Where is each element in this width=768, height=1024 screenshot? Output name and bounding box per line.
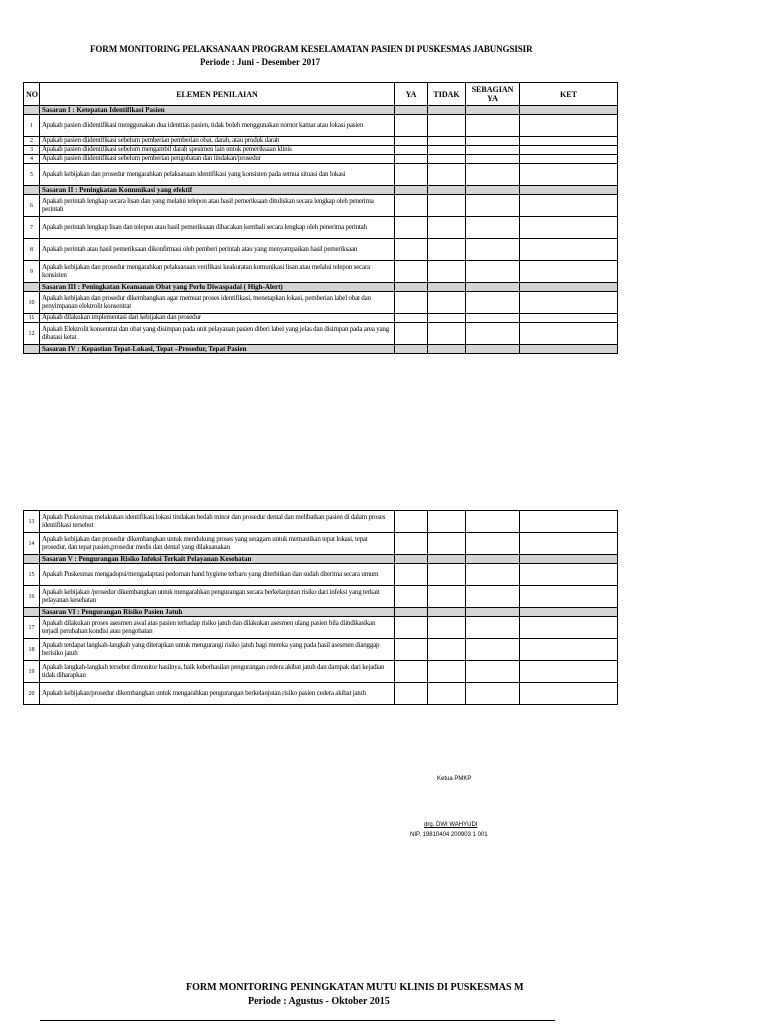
tidak-cell[interactable] xyxy=(428,146,466,155)
row-number: 12 xyxy=(24,323,40,345)
ya-cell[interactable] xyxy=(395,586,428,608)
table-row xyxy=(24,146,618,155)
row-number: 11 xyxy=(24,314,40,323)
row-number: 15 xyxy=(24,564,40,586)
ket-cell[interactable] xyxy=(520,511,618,533)
ya-cell[interactable] xyxy=(395,217,428,239)
tidak-cell[interactable] xyxy=(428,195,466,217)
row-number: 7 xyxy=(24,217,40,239)
section-title: Sasaran II : Peningkatan Komunikasi yang efektif xyxy=(40,186,395,195)
section-row xyxy=(24,186,618,195)
ket-cell[interactable] xyxy=(520,323,618,345)
section-blank-cell xyxy=(395,186,428,195)
section-row xyxy=(24,608,618,617)
section-title: Sasaran III : Peningkatan Keamanan Obat yang Perlu Diwaspadai ( High-Alert) xyxy=(40,283,395,292)
section-title: Sasaran I : Ketepatan Identifikasi Pasien xyxy=(40,106,395,115)
table-row xyxy=(24,617,618,639)
header-elemen: ELEMEN PENILAIAN xyxy=(40,83,395,106)
tidak-cell[interactable] xyxy=(428,683,466,705)
sebagian-cell[interactable] xyxy=(466,617,520,639)
ya-cell[interactable] xyxy=(395,617,428,639)
tidak-cell[interactable] xyxy=(428,217,466,239)
section-blank-cell xyxy=(520,283,618,292)
row-number: 2 xyxy=(24,137,40,146)
sebagian-cell[interactable] xyxy=(466,217,520,239)
ya-cell[interactable] xyxy=(395,323,428,345)
ket-cell[interactable] xyxy=(520,586,618,608)
table-row xyxy=(24,217,618,239)
row-number: 9 xyxy=(24,261,40,283)
form-title: FORM MONITORING PELAKSANAAN PROGRAM KESELAMATAN PASIEN DI PUSKESMAS JABUNGSISIR xyxy=(90,44,533,54)
ket-cell[interactable] xyxy=(520,683,618,705)
table-row xyxy=(24,195,618,217)
table-row xyxy=(24,639,618,661)
section-title: Sasaran IV : Kepastian Tepat-Lokasi, Tepat –Prosedur, Tepat Pasien xyxy=(40,345,395,354)
ya-cell[interactable] xyxy=(395,292,428,314)
table-row xyxy=(24,137,618,146)
assessment-question: Apakah dilakukan implementasi dari kebijakan dan prosedur xyxy=(40,314,395,323)
tidak-cell[interactable] xyxy=(428,661,466,683)
tidak-cell[interactable] xyxy=(428,239,466,261)
table-row xyxy=(24,533,618,555)
assessment-question: Apakah dilakukan proses asesmen awal atas pasien terhadap risiko jatuh dan dilakukan asesmen ulang pasien bila diindikasikan terjadi perubahan kondisi atau pengobatan xyxy=(40,617,395,639)
section-blank-cell xyxy=(428,555,466,564)
section-row xyxy=(24,345,618,354)
ya-cell[interactable] xyxy=(395,661,428,683)
ket-cell[interactable] xyxy=(520,533,618,555)
section-blank-cell xyxy=(428,283,466,292)
tidak-cell[interactable] xyxy=(428,511,466,533)
ya-cell[interactable] xyxy=(395,564,428,586)
ya-cell[interactable] xyxy=(395,155,428,164)
section-no-cell xyxy=(24,345,40,354)
ya-cell[interactable] xyxy=(395,511,428,533)
section-blank-cell xyxy=(395,345,428,354)
section-blank-cell xyxy=(428,106,466,115)
header-tidak: TIDAK xyxy=(428,83,466,106)
table-row xyxy=(24,314,618,323)
ket-cell[interactable] xyxy=(520,617,618,639)
ya-cell[interactable] xyxy=(395,239,428,261)
ket-cell[interactable] xyxy=(520,137,618,146)
ya-cell[interactable] xyxy=(395,261,428,283)
ket-cell[interactable] xyxy=(520,164,618,186)
ket-cell[interactable] xyxy=(520,661,618,683)
section-blank-cell xyxy=(395,608,428,617)
tidak-cell[interactable] xyxy=(428,137,466,146)
ya-cell[interactable] xyxy=(395,683,428,705)
assessment-question: Apakah perintah atau hasil pemeriksaan dikonfirmasi oleh pemberi perintah atau yang menyampaikan hasil pemeriksaan xyxy=(40,239,395,261)
ket-cell[interactable] xyxy=(520,639,618,661)
ket-cell[interactable] xyxy=(520,314,618,323)
sebagian-cell[interactable] xyxy=(466,661,520,683)
table-body-2 xyxy=(24,511,618,705)
sebagian-cell[interactable] xyxy=(466,314,520,323)
signature-role: Ketua PMKP xyxy=(437,776,472,782)
tidak-cell[interactable] xyxy=(428,155,466,164)
ya-cell[interactable] xyxy=(395,146,428,155)
sebagian-cell[interactable] xyxy=(466,511,520,533)
assessment-question: Apakah kebijakan dan prosedur mengarahkan pelaksanaan verifikasi keakuratan komunikasi lisan atau melalui telepon secara konsisten xyxy=(40,261,395,283)
assessment-question: Apakah perintah lengkap lisan dan telepon atau hasil pemeriksaan dibacakan kembali secara lengkap oleh penerima perintah xyxy=(40,217,395,239)
section-no-cell xyxy=(24,106,40,115)
section-blank-cell xyxy=(466,283,520,292)
form-period: Periode : Juni - Desember 2017 xyxy=(200,57,321,67)
section-blank-cell xyxy=(520,608,618,617)
assessment-question: Apakah pasien diidentifikasi sebelum mengambil darah spesimen lain untuk pemeriksaan klinis xyxy=(40,146,395,155)
section-blank-cell xyxy=(395,283,428,292)
section-title: Sasaran VI : Pengurangan Risiko Pasien Jatuh xyxy=(40,608,395,617)
tidak-cell[interactable] xyxy=(428,314,466,323)
ya-cell[interactable] xyxy=(395,314,428,323)
sebagian-cell[interactable] xyxy=(466,586,520,608)
section-blank-cell xyxy=(466,608,520,617)
row-number: 3 xyxy=(24,146,40,155)
sebagian-cell[interactable] xyxy=(466,533,520,555)
section-blank-cell xyxy=(395,106,428,115)
section-row xyxy=(24,106,618,115)
ya-cell[interactable] xyxy=(395,137,428,146)
sebagian-cell[interactable] xyxy=(466,323,520,345)
assessment-question: Apakah kebijakan dan prosedur dikembangkan agar memuat proses identifikasi, menetapkan lokasi, pemberian label obat dan penyimpanan elektrolit konsentrat xyxy=(40,292,395,314)
section-blank-cell xyxy=(395,555,428,564)
sebagian-cell[interactable] xyxy=(466,146,520,155)
table-row xyxy=(24,261,618,283)
sebagian-cell[interactable] xyxy=(466,683,520,705)
section-blank-cell xyxy=(466,555,520,564)
assessment-question: Apakah kebijakan /prosedur dikembangkan untuk mengarahkan pengurangan secara berkelanjutan risiko dari infeksi yang terkait pelayanan kesehatan xyxy=(40,586,395,608)
section-title: Sasaran V : Pengurangan Risiko Infeksi Terkait Pelayanan Kesehatan xyxy=(40,555,395,564)
sebagian-cell[interactable] xyxy=(466,137,520,146)
table-row xyxy=(24,239,618,261)
sebagian-cell[interactable] xyxy=(466,164,520,186)
sebagian-cell[interactable] xyxy=(466,155,520,164)
table-row xyxy=(24,164,618,186)
sebagian-cell[interactable] xyxy=(466,195,520,217)
signature-nip: NIP. 19810404 200903 1 001 xyxy=(410,832,488,838)
section-no-cell xyxy=(24,186,40,195)
section-blank-cell xyxy=(466,345,520,354)
table-row xyxy=(24,155,618,164)
section-blank-cell xyxy=(428,345,466,354)
row-number: 10 xyxy=(24,292,40,314)
row-number: 6 xyxy=(24,195,40,217)
row-number: 19 xyxy=(24,661,40,683)
assessment-question: Apakah kebijakan dan prosedur mengarahkan pelaksanaan identifikasi yang konsisten pada semua situasi dan lokasi xyxy=(40,164,395,186)
ket-cell[interactable] xyxy=(520,261,618,283)
ket-cell[interactable] xyxy=(520,239,618,261)
ket-cell[interactable] xyxy=(520,217,618,239)
table-row xyxy=(24,292,618,314)
ket-cell[interactable] xyxy=(520,146,618,155)
assessment-table-1 xyxy=(23,82,618,354)
tidak-cell[interactable] xyxy=(428,261,466,283)
row-number: 5 xyxy=(24,164,40,186)
section-blank-cell xyxy=(520,186,618,195)
tidak-cell[interactable] xyxy=(428,164,466,186)
section-blank-cell xyxy=(520,106,618,115)
sebagian-cell[interactable] xyxy=(466,261,520,283)
assessment-question: Apakah Elektrolit konsentrat dan obat yang disimpan pada unit pelayanan pasien diberi label yang jelas dan disimpan pada area yang dibatasi ketat xyxy=(40,323,395,345)
ya-cell[interactable] xyxy=(395,115,428,137)
row-number: 20 xyxy=(24,683,40,705)
table-row xyxy=(24,115,618,137)
ket-cell[interactable] xyxy=(520,115,618,137)
section-no-cell xyxy=(24,555,40,564)
signature-name: drg. DWI WAHYUDI xyxy=(424,822,478,828)
tidak-cell[interactable] xyxy=(428,323,466,345)
header-no: NO xyxy=(24,83,40,106)
row-number: 16 xyxy=(24,586,40,608)
assessment-question: Apakah pasien diidentifikasi sebelum pemberian pengobatan dan tindakan/prosedur xyxy=(40,155,395,164)
table-row xyxy=(24,661,618,683)
section-blank-cell xyxy=(428,186,466,195)
assessment-question: Apakah pasien diidentifikasi sebelum pemberian pemberian obat, darah, atau produk darah xyxy=(40,137,395,146)
table-row xyxy=(24,511,618,533)
sebagian-cell[interactable] xyxy=(466,639,520,661)
assessment-table-2 xyxy=(23,510,618,705)
section-blank-cell xyxy=(520,555,618,564)
table-row xyxy=(24,564,618,586)
sebagian-cell[interactable] xyxy=(466,115,520,137)
tidak-cell[interactable] xyxy=(428,617,466,639)
ket-cell[interactable] xyxy=(520,292,618,314)
section-blank-cell xyxy=(466,186,520,195)
table-row xyxy=(24,323,618,345)
table-row xyxy=(24,683,618,705)
row-number: 4 xyxy=(24,155,40,164)
sebagian-cell[interactable] xyxy=(466,564,520,586)
table-body-1 xyxy=(24,106,618,354)
section-blank-cell xyxy=(428,608,466,617)
ket-cell[interactable] xyxy=(520,155,618,164)
form2-period: Periode : Agustus - Oktober 2015 xyxy=(248,996,390,1007)
ket-cell[interactable] xyxy=(520,564,618,586)
sebagian-cell[interactable] xyxy=(466,292,520,314)
section-no-cell xyxy=(24,283,40,292)
assessment-question: Apakah perintah lengkap secara lisan dan yang melalui telepon atau hasil pemeriksaan dituliskan secara lengkap oleh penerima perintah xyxy=(40,195,395,217)
section-no-cell xyxy=(24,608,40,617)
table-row xyxy=(24,586,618,608)
ya-cell[interactable] xyxy=(395,533,428,555)
tidak-cell[interactable] xyxy=(428,292,466,314)
assessment-question: Apakah Puskesmas melakukan identifikasi lokasi tindakan bedah minor dan prosedur dental dan melibatkan pasien di dalam proses identifikasi tersebut xyxy=(40,511,395,533)
assessment-question: Apakah kebijakan/prosedur dikembangkan untuk mengarahkan pengurangan berkelanjutan risiko pasien cedera akibat jatuh xyxy=(40,683,395,705)
divider-line xyxy=(40,1020,555,1021)
ya-cell[interactable] xyxy=(395,639,428,661)
form2-title: FORM MONITORING PENINGKATAN MUTU KLINIS DI PUSKESMAS M xyxy=(186,982,524,993)
row-number: 13 xyxy=(24,511,40,533)
tidak-cell[interactable] xyxy=(428,115,466,137)
tidak-cell[interactable] xyxy=(428,533,466,555)
header-sebagian: SEBAGIAN YA xyxy=(466,83,520,106)
tidak-cell[interactable] xyxy=(428,639,466,661)
row-number: 18 xyxy=(24,639,40,661)
sebagian-cell[interactable] xyxy=(466,239,520,261)
section-blank-cell xyxy=(520,345,618,354)
section-row xyxy=(24,283,618,292)
row-number: 1 xyxy=(24,115,40,137)
header-ket: KET xyxy=(520,83,618,106)
assessment-question: Apakah kebijakan dan prosedur dikembangkan untuk mendukung proses yang seragam untuk memastikan tepat lokasi, tepat prosedur, dan tepat pasien,prosedur medis dan dental yang dilaksanakan xyxy=(40,533,395,555)
tidak-cell[interactable] xyxy=(428,564,466,586)
assessment-question: Apakah terdapat langkah-langkah yang diterapkan untuk mengurangi risiko jatuh bagi mereka yang pada hasil asesmen dianggap berisiko jatuh xyxy=(40,639,395,661)
row-number: 17 xyxy=(24,617,40,639)
assessment-question: Apakah Puskesmas mengadopsi/mengadaptasi pedoman hand hygiene terbaru yang diterbitkan dan sudah diterima secara umum xyxy=(40,564,395,586)
ya-cell[interactable] xyxy=(395,195,428,217)
section-row xyxy=(24,555,618,564)
ya-cell[interactable] xyxy=(395,164,428,186)
assessment-question: Apakah langkah-langkah tersebut dimonitor hasilnya, baik keberhasilan pengurangan cedera akibat jatuh dan dampak dari kejadian tidak diharapkan xyxy=(40,661,395,683)
section-blank-cell xyxy=(466,106,520,115)
header-ya: YA xyxy=(395,83,428,106)
assessment-question: Apakah pasien diidentifikasi menggunakan dua identitas pasien, tidak boleh menggunakan nomor kamar atau lokasi pasien xyxy=(40,115,395,137)
row-number: 8 xyxy=(24,239,40,261)
row-number: 14 xyxy=(24,533,40,555)
ket-cell[interactable] xyxy=(520,195,618,217)
tidak-cell[interactable] xyxy=(428,586,466,608)
